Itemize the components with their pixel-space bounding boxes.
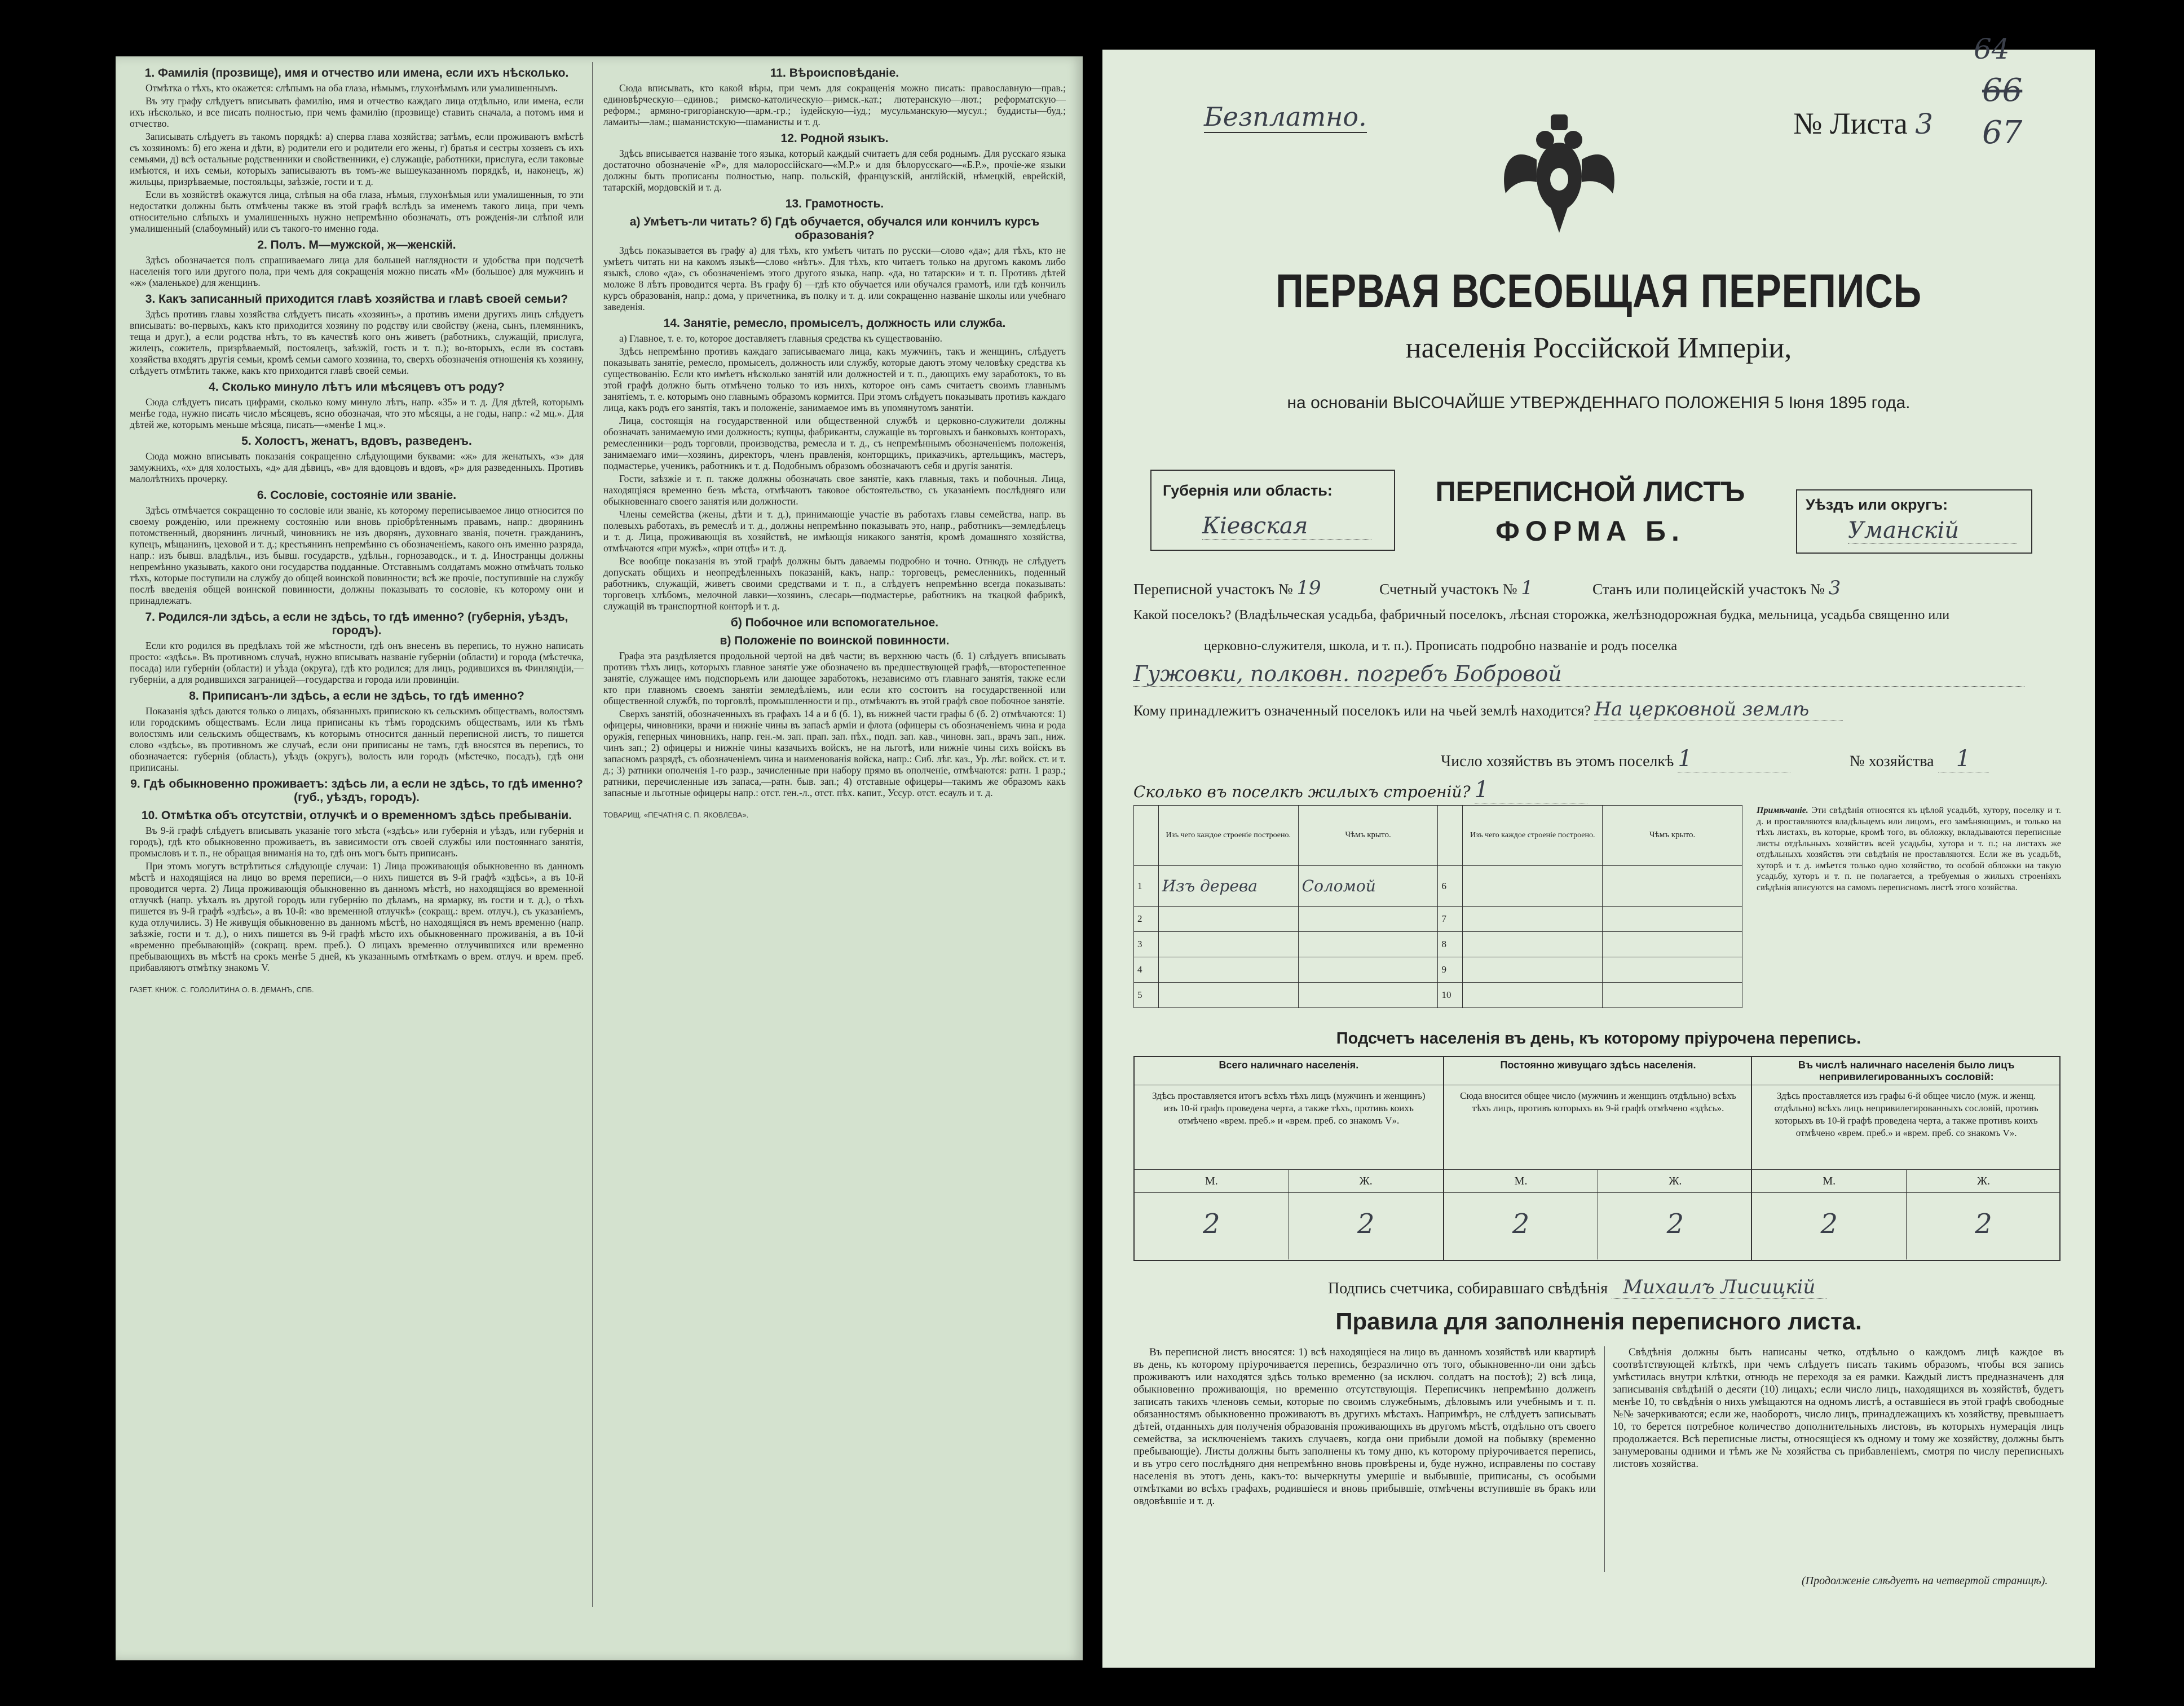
buildings-cell-r1: Соломой (1298, 865, 1438, 907)
instruction-paragraph: Здѣсь непремѣнно противъ каждаго записываемаго лица, какъ мужчинъ, такъ и женщинъ, слѣдуетъ показывать занятіе, ремесло, промыселъ, должность или службу, которые даютъ этому человѣку средства къ существованію. Если кто имѣетъ нѣсколько занятій или должностей и т. п., дающихъ ему заработокъ, то въ этой графѣ должно быть отмѣчено только то изъ нихъ, которое онъ самъ считаетъ своимъ главнымъ занятіемъ, т. е. которымъ оно главнымъ образомъ кормится. При этомъ слѣдуетъ показывать противъ каждаго лица, какъ родъ его занятія, такъ и положеніе, занимаемое имъ въ упомянутомъ занятіи. (603, 346, 1066, 413)
count-title: Подсчетъ населенія въ день, къ которому пріурочена перепись. (1336, 1029, 1861, 1048)
instruction-paragraph: Отмѣтка о тѣхъ, кто окажется: слѣпымъ на оба глаза, нѣмымъ, глухонѣмымъ или умалишеннымъ. (145, 82, 558, 94)
buildings-line (1133, 777, 1587, 803)
precinct-value: 19 (1296, 577, 1321, 599)
buildings-header-roof-2: Чѣмъ крыто. (1603, 806, 1742, 866)
buildings-cell-n2: 10 (1438, 983, 1463, 1008)
census-title: ПЕРВАЯ ВСЕОБЩАЯ ПЕРЕПИСЬ (1276, 264, 1922, 317)
signature-value: Михаилъ Лисицкій (1612, 1276, 1826, 1299)
buildings-cell-m2 (1463, 932, 1603, 957)
printer-imprint: ГАЗЕТ. КНИЖ. С. ГОЛОЛИТИНА О. В. ДЕМАНЪ, СПБ. (130, 985, 314, 994)
owner-label: Кому принадлежитъ означенный поселокъ или на чьей землѣ находится? (1133, 702, 1591, 719)
male-count: 2 (1752, 1193, 1907, 1259)
households-value: 1 (1678, 746, 1790, 772)
instruction-paragraph: Если кто родился въ предѣлахъ той же мѣстности, гдѣ онъ внесенъ въ перепись, то нужно написать просто: «здѣсь». Въ противномъ случаѣ, нужно вписывать названіе губерніи (области) и города (мѣстечка, посада) или губерніи (области) и уѣзда (округа), гдѣ кто родился; для лицъ, родившихся въ Финляндіи,—губерніи, а для родившихся заграницей—государства и города или провинціи. (130, 640, 584, 685)
owner-line (1133, 698, 2036, 721)
note-block (1757, 805, 2061, 893)
buildings-row (1134, 983, 1742, 1008)
instruction-paragraph: При этомъ могутъ встрѣтиться слѣдующіе случаи: 1) Лица проживающія обыкновенно въ данномъ мѣстѣ и находящіяся на лицо во время переписи,—о нихъ пишется въ 9-й графѣ «здѣсь», а въ 10-й проводится черта. 2) Лица проживающія обыкновенно въ данномъ мѣстѣ, но находящіяся во временной отлучкѣ (напр. уѣхалъ въ другой городъ или губернію по дѣламъ, на ярмарку, въ гости и т. д.), о тѣхъ пишется въ 9-й графѣ «здѣсь», а въ 10-й: «во временной отлучкѣ» (сокращ.: врем. отлуч.), съ указаніемъ, куда отлучились. 3) Не живущія обыкновенно въ данномъ мѣстѣ, но находящіяся въ немъ временно (напр. заѣзжіе, гости и т. д.), о нихъ пишется въ 9-й графѣ мѣсто ихъ обыкновеннаго проживанія, а въ 10-й «временно пребывающій» (сокращ. врем. преб.). О лицахъ временно отлучившихся или временно пребывающихъ въ мѣстѣ на срокъ менѣе 5 дней, къ указаннымъ отмѣткамъ о врем. отлуч. и врем. преб. прибавляютъ отмѣтку знакомъ V. (130, 860, 584, 973)
male-label: М. (1135, 1170, 1289, 1192)
sheet-number-value: 3 (1915, 108, 1934, 140)
census-subtitle-2: на основаніи ВЫСОЧАЙШЕ УТВЕРЖДЕННАГО ПОЛОЖЕНІЯ 5 Іюня 1895 года. (1287, 394, 1911, 412)
count-column-description: Здѣсь проставляется изъ графы 6-й общее число (муж. и женщ. отдѣльно) всѣхъ лицъ непривилегированныхъ сословій, противъ которыхъ въ 10-й графѣ проведена черта, а также противъ коихъ отмѣчено «врем. преб.» и «врем. преб. со знакомъ V». (1752, 1085, 2061, 1170)
section-heading: 9. Гдѣ обыкновенно проживаетъ: здѣсь ли, а если не здѣсь, то гдѣ именно? (губ., уѣздъ, городъ). (130, 777, 583, 804)
section-heading: а) Умѣетъ-ли читать? б) Гдѣ обучается, обучался или кончилъ курсъ образованія? (629, 215, 1040, 242)
buildings-label: Сколько въ поселкѣ жилыхъ строеній? (1133, 783, 1471, 801)
buildings-row (1134, 907, 1742, 932)
rules-column-2: Свѣдѣнія должны быть написаны четко, отдѣльно о каждомъ лицѣ каждое въ соотвѣтствующей клѣткѣ, при чемъ слѣдуетъ писать такимъ образомъ, чтобы вся запись умѣстилась внутри клѣтки, отнюдь не переходя за ея рамки. Каждый листъ предназначенъ для записыванія свѣдѣній о десяти (10) лицахъ; если число лицъ, находящихся въ хозяйствѣ, будетъ менѣе 10, то свѣдѣнія о нихъ умѣщаются на одномъ листѣ, а оставшіеся въ этой графѣ свободные №№ зачеркиваются; если же, наоборотъ, число лицъ, принадлежащихъ къ хозяйству, превышаетъ 10, то берется потребное количество дополнительныхъ листовъ, въ которыхъ нумерація лицъ продолжается. Всѣ переписные листы, относящіеся къ одному и тому же хозяйству, должны быть занумерованы одними и тѣмъ же № хозяйства съ прибавленіемъ, смотря по числу переписныхъ листовъ хозяйства. (1613, 1346, 2064, 1470)
instruction-paragraph: Члены семейства (жены, дѣти и т. д.), принимающіе участіе въ работахъ главы семейства, напр. въ полевыхъ работахъ, въ ремеслѣ и т. д., должны непремѣнно показывать это, напр., работникъ—земледѣлецъ и т. д. Лица, проживающія въ хозяйствѣ, не имѣющія никакого занятія, кромѣ домашняго хозяйства, отмѣчаются «при мужѣ», «при отцѣ» и т. д. (603, 509, 1066, 554)
buildings-header-material-1: Изъ чего каждое строеніе построено. (1158, 806, 1298, 866)
province-label: Губернія или область: (1163, 482, 1333, 499)
buildings-row (1134, 865, 1742, 907)
section-heading: б) Побочное или вспомогательное. (730, 616, 939, 629)
instruction-paragraph: Графа эта раздѣляется продольной чертой на двѣ части; въ верхнюю часть (б. 1) слѣдуетъ вписывать противъ тѣхъ лицъ, которыхъ главное занятіе уже обозначено въ предшествующей графѣ,—второстепенное занятіе, служащее имъ подспорьемъ или дающее заработокъ, независимо отъ главнаго занятія, также если кто при главномъ своемъ занятіи земледѣліемъ, или если кто состоитъ на государственной или общественной службѣ, по торговлѣ, промышленности и пр., отмѣчаютъ въ этой графѣ свое побочное занятіе. (603, 650, 1066, 706)
buildings-cell-n2: 8 (1438, 932, 1463, 957)
count-column (1751, 1057, 2061, 1260)
instruction-paragraph: Здѣсь обозначается полъ спрашиваемаго лица для большей наглядности и удобства при подсчетѣ населенія того или другого пола, при чемъ для сокращенія можно писать «М» (большое) для мужчинъ и «ж» (маленькое) для женщинъ. (130, 254, 584, 288)
left-page (116, 56, 1083, 1660)
buildings-cell-m2 (1463, 957, 1603, 983)
rules-column-1: Въ переписной листъ вносятся: 1) всѣ находящіеся на лицо въ данномъ хозяйствѣ или квартирѣ въ день, къ которому пріурочивается перепись, безразлично отъ того, обыкновенно-ли они здѣсь проживаютъ или находятся здѣсь только временно (за исключ. солдатъ на постоѣ); 2) всѣ лица, обыкновенно проживающія, но временно отсутствующія. Переписчикъ непремѣнно долженъ записать такихъ членовъ семьи, которые по своимъ служебнымъ, дѣловымъ или учебнымъ и т. п. обязанностямъ обыкновенно проживаютъ въ другихъ мѣстахъ. Напримѣръ, не слѣдуетъ записывать дѣтей, отданныхъ для полученія образованія проживающихъ въ другомъ мѣстѣ, отдѣльно отъ своего семейства, за исключеніемъ такихъ случаевъ, когда они прибыли домой на побывку (временно пребывающіе). Листы должны быть заполнены къ тому дню, къ которому пріурочивается перепись, и въ утро сего послѣдняго дня непремѣнно вновь провѣрены и, буде нужно, исправлены по составу населенія въ этотъ день, какъ-то: вычеркнуты умершіе и выбывшіе, приписаны, съ особыми отмѣтками во всѣхъ графахъ, родившіеся и вновь прибывшіе, отмѣчены вступившіе въ бракъ или овдовѣвшіе и т. д. (1133, 1346, 1596, 1507)
buildings-header-material-2: Изъ чего каждое строеніе построено. (1463, 806, 1603, 866)
section-heading: 14. Занятіе, ремесло, промыселъ, должность или служба. (663, 317, 1006, 330)
section-heading: 13. Грамотность. (785, 197, 884, 210)
rules-divider (1604, 1346, 1605, 1572)
instruction-paragraph: Сюда вписывать, кто какой вѣры, при чемъ для сокращенія можно писать: православную—прав.; единовѣрческую—единов.; римско-католическую—римск.-кат.; лютеранскую—лют.; реформатскую—реформ.; армяно-григоріанскую—арм.-гр.; іудейскую—іуд.; мусульманскую—мусул.; буддисты—буд.; ламаиты—лам.; шаманистскую—шаманисты и т. д. (603, 82, 1066, 127)
instruction-paragraph: Здѣсь вписывается названіе того языка, который каждый считаетъ для себя роднымъ. Для русскаго языка достаточно обозначеніе «Р», для малороссійскаго—«М.Р.» и для бѣлорусскаго—«Б.Р.», прочіе-же языки должны быть прописаны полностью, напр. польскій, французскій, англійскій, нѣмецкій, еврейскій, татарскій, мордовскій и т. д. (603, 148, 1066, 193)
buildings-cell-m1 (1158, 932, 1298, 957)
left-column-2 (603, 62, 1066, 821)
corner-number-2: 66 (1982, 72, 2023, 109)
male-count: 2 (1444, 1193, 1599, 1259)
male-label: М. (1444, 1170, 1599, 1192)
section-heading: 8. Приписанъ-ли здѣсь, а если не здѣсь, то гдѣ именно? (189, 690, 524, 702)
buildings-cell-n1: 2 (1134, 907, 1159, 932)
buildings-table (1133, 805, 1742, 1008)
count-column (1443, 1057, 1753, 1260)
note-title: Примѣчаніе. (1757, 806, 1808, 815)
households-label: Число хозяйствъ въ этомъ поселкѣ (1441, 753, 1674, 770)
left-column-1 (130, 62, 584, 996)
buildings-cell-r1 (1298, 932, 1438, 957)
settlement-value: Гужовки, полковн. погребъ Бобровой (1133, 661, 2024, 687)
female-label: Ж. (1359, 1175, 1373, 1187)
settlement-question: Какой поселокъ? (Владѣльческая усадьба, фабричный поселокъ, лѣсная сторожка, желѣзнодорожная будка, мельница, усадьба священно или (1133, 608, 1950, 622)
participant-line (1133, 577, 2036, 599)
free-label: Безплатно. (1204, 101, 1367, 132)
printer-imprint: ТОВАРИЩ. «ПЕЧАТНЯ С. П. ЯКОВЛЕВА». (603, 811, 749, 819)
male-count: 2 (1135, 1193, 1289, 1259)
imperial-eagle-emblem (1497, 109, 1621, 238)
instruction-paragraph: Показанія здѣсь даются только о лицахъ, обязанныхъ припискою къ сельскимъ обществамъ, волостямъ или городскимъ обществамъ. Если лица приписаны къ тѣмъ городскимъ обществамъ, или къ тѣмъ волостямъ или сельскимъ обществамъ, къ которымъ относится данный переписной листъ, то пишется слово «здѣсь», въ противномъ же случаѣ, если они приписаны не тамъ, гдѣ вносятся въ перепись, то обозначается: губернія (область), уѣздъ (округъ), волость или городъ (мѣстечко, посадъ), гдѣ они приписаны. (130, 705, 584, 773)
instruction-paragraph: Если въ хозяйствѣ окажутся лица, слѣпыя на оба глаза, нѣмыя, глухонѣмыя или умалишенныя, то эти недостатки должны быть отмѣчены также въ этой графѣ вслѣдъ за именемъ такого лица, при чемъ относительно слѣпыхъ и умалишенныхъ нужно непремѣнно обозначать, отъ рожденія-ли слѣпой или умалишенный (слабоумный) или съ такого-то именно года. (130, 189, 584, 234)
buildings-cell-m1 (1158, 957, 1298, 983)
count-column-header: Въ числѣ наличнаго населенія было лицъ непривилегированныхъ сословій: (1752, 1057, 2061, 1085)
census-subtitle: населенія Россійской Имперіи, (1405, 332, 1792, 364)
buildings-cell-n1: 3 (1134, 932, 1159, 957)
province-box (1150, 470, 1395, 551)
section-heading: 10. Отмѣтка объ отсутствіи, отлучкѣ и о временномъ здѣсь пребываніи. (141, 809, 572, 822)
buildings-cell-m2 (1463, 865, 1603, 907)
continued-note: (Продолженіе слѣдуетъ на четвертой страницѣ). (1802, 1575, 2048, 1587)
section-heading: 3. Какъ записанный приходится главѣ хозяйства и главѣ своей семьи? (145, 293, 568, 306)
sheet-number-label: № Листа (1793, 107, 1908, 140)
rules-title: Правила для заполненія переписного листа. (1335, 1308, 1862, 1334)
buildings-cell-m1: Изъ дерева (1158, 865, 1298, 907)
female-count: 2 (1357, 1208, 1375, 1240)
section-heading: 6. Сословіе, состояніе или званіе. (257, 489, 457, 502)
population-count-table (1133, 1056, 2061, 1261)
buildings-cell-r2 (1603, 957, 1742, 983)
form-name: ФОРМА Б. (1495, 515, 1685, 547)
instruction-paragraph: Въ 9-й графѣ слѣдуетъ вписывать указаніе того мѣста («здѣсь» или губернія и уѣздъ, или губернія и городъ), гдѣ кто обыкновенно проживаетъ, въ зависимости отъ своей службы или постояннаго занятія, промысловъ и т. п., не обращая вниманія на то, гдѣ онъ могъ быть приписанъ. (130, 825, 584, 859)
note-text: Эти свѣдѣнія относятся къ цѣлой усадьбѣ, хутору, поселку и т. д. и проставляются владѣльцемъ или лицомъ, его замѣняющимъ, и только на тѣхъ листахъ, въ которые, кромѣ того, въ обложку, вкладываются переписные листы отдѣльныхъ хозяйствъ всей усадьбы, хутора и т. п.; на листахъ же отдѣльныхъ хозяйствъ эти свѣдѣнія не проставляются. Если же въ усадьбѣ, хуторѣ и т. д. имѣется только одно хозяйство, то особой обложки на такую усадьбу, хуторъ и т. п. не полагается, а требуемыя о жилыхъ строеніяхъ свѣдѣнія вписуются на самомъ переписномъ листѣ этого хозяйства. (1757, 806, 2061, 892)
buildings-value: 1 (1475, 777, 1587, 803)
instruction-paragraph: Гости, заѣзжіе и т. п. также должны обозначать свое занятіе, какъ главныя, такъ и побочныя. Лица, находящіяся временно безъ мѣста, отмѣчаютъ таковое обстоятельство, съ указаніемъ послѣдняго или обыкновеннаго своего занятія или должности. (603, 473, 1066, 507)
section-heading: 12. Родной языкъ. (780, 132, 889, 145)
form-title: ПЕРЕПИСНОЙ ЛИСТЪ (1435, 476, 1745, 507)
precinct-label: Переписной участокъ № (1133, 581, 1293, 598)
instruction-paragraph: Здѣсь отмѣчается сокращенно то сословіе или званіе, къ которому переписываемое лицо относится по своему рожденію, или прежнему состоянію или вновь пріобрѣтеннымъ правамъ, напр.: дворянинъ потомственный, дворянинъ личный, чиновникъ не изъ дворянъ, духовнаго званія, почетн. гражданинъ, купецъ, мѣщанинъ, цеховой и т. д.; крестьянинъ непремѣнно съ обозначеніемъ, какого онъ именно разряда, напр.: изъ бывш. владѣльч., изъ бывш. государств., удѣльн., горнозаводск., и т. д. Иностранцы должны непремѣнно указывать, какого они государства подданные. Отставнымъ солдатамъ можно отмѣчать только тѣхъ, которые поступили на службу до общей воинской повинности; всѣ же прочіе, поступившіе на службу послѣ введенія общей воинской повинности, должны показывать то сословіе, къ которому они и принадлежатъ. (130, 505, 584, 606)
buildings-cell-m2 (1463, 983, 1603, 1008)
count-precinct-label: Счетный участокъ № (1379, 581, 1517, 598)
buildings-cell-r2 (1603, 865, 1742, 907)
section-heading: 2. Полъ. М—мужской, ж—женскій. (257, 238, 456, 251)
instruction-paragraph: Записывать слѣдуетъ въ такомъ порядкѣ: а) сперва глава хозяйства; затѣмъ, если проживаютъ вмѣстѣ съ хозяиномъ: б) его жена и дѣти, в) родители его и родители его жены, г) братья и сестры хозяевъ съ ихъ семьями, д) всѣ остальные родственники и свойственники, е) служащіе, работники, прислуга, если таковые имѣются, и ихъ семьи, которыхъ записываютъ въ томъ-же вышеуказанномъ порядкѣ, и, наконецъ, ж) жильцы, призрѣваемые, постояльцы, заѣзжіе, гости и т. д. (130, 131, 584, 187)
female-label: Ж. (1669, 1175, 1682, 1187)
section-heading: 11. Вѣроисповѣданіе. (770, 67, 899, 79)
uezd-box (1796, 489, 2032, 554)
section-heading: 4. Сколько минуло лѣтъ или мѣсяцевъ отъ роду? (209, 381, 505, 394)
buildings-cell-r2 (1603, 907, 1742, 932)
police-precinct-label: Станъ или полицейскій участокъ № (1592, 581, 1825, 598)
instruction-paragraph: Здѣсь показывается въ графу а) для тѣхъ, кто умѣетъ читать по русски—слово «да»; для тѣхъ, кто не умѣетъ читать ни на какомъ языкѣ—слово «нѣтъ». Для тѣхъ, кто читаетъ только на другомъ какомъ либо языкѣ, слово «да», съ обозначеніемъ этого другого языка, напр. «да, но татарски» и т. п. Противъ дѣтей моложе 8 лѣтъ проводится черта. Въ графу б) —гдѣ кто обучается или обучался грамотѣ, или гдѣ кончилъ курсъ образованія, напр.: дома, у причетника, въ полку и т. д. или сокращенно названіе школы или учебнаго заведенія. (603, 245, 1066, 312)
household-number-line (1850, 746, 1989, 772)
household-number-label: № хозяйства (1850, 753, 1934, 770)
households-line (1441, 746, 1790, 772)
count-column-header: Всего наличнаго населенія. (1135, 1057, 1443, 1085)
buildings-header-roof-1: Чѣмъ крыто. (1298, 806, 1438, 866)
settlement-instructions: церковно-служителя, школа, и т. п.). Прописать подробно названіе и родъ поселка (1204, 639, 1677, 653)
count-column-header: Постоянно живущаго здѣсь населенія. (1444, 1057, 1753, 1085)
count-precinct-value: 1 (1521, 577, 1533, 599)
buildings-cell-r1 (1298, 907, 1438, 932)
signature-label: Подпись счетчика, собиравшаго свѣдѣнія (1328, 1280, 1608, 1297)
province-value: Кіевская (1202, 513, 1371, 540)
buildings-cell-n2: 6 (1438, 865, 1463, 907)
instruction-paragraph: а) Главное, т. е. то, которое доставляетъ главныя средства къ существованію. (619, 333, 943, 344)
signature-line (1328, 1276, 1826, 1298)
count-column-description: Сюда вносится общее число (мужчинъ и женщинъ отдѣльно) всѣхъ тѣхъ лицъ, противъ которыхъ въ 9-й графѣ отмѣчено «здѣсь». (1444, 1085, 1753, 1170)
female-count: 2 (1975, 1208, 1992, 1240)
buildings-cell-r2 (1603, 983, 1742, 1008)
instruction-paragraph: Въ эту графу слѣдуетъ вписывать фамилію, имя и отчество каждаго лица отдѣльно, или имена, если ихъ нѣсколько, и все писать полностью, при чемъ фамилію (прозвище) ставить сначала, а потомъ имя и отчество. (130, 95, 584, 129)
instruction-paragraph: Здѣсь противъ главы хозяйства слѣдуетъ писать «хозяинъ», а противъ имени другихъ лицъ слѣдуетъ вписывать: во-первыхъ, какъ кто приходится хозяину по родству или свойству (жена, сынъ, племянникъ, теща и друг.), а если родства нѣтъ, то въ качествѣ кого онъ живетъ (работникъ, служащій, прислуга, жилецъ, сожитель, призрѣваемый, постоялецъ, заѣзжій, гость и т. п.); во-вторыхъ, если въ составъ хозяйства входятъ другія семьи, кромѣ семьи самого хозяина, то, сверхъ обозначенія отношенія къ хозяину, слѣдуетъ отмѣтить также, какъ кто приходится главѣ своей семьи. (130, 308, 584, 376)
instruction-paragraph: Сюда можно вписывать показанія сокращенно слѣдующими буквами: «ж» для женатыхъ, «з» для замужнихъ, «х» для холостыхъ, «д» для дѣвицъ, «в» для вдовцовъ и вдовъ, «р» для разведенныхъ. Противъ малолѣтнихъ прочерку. (130, 450, 584, 484)
instruction-paragraph: Сверхъ занятій, обозначенныхъ въ графахъ 14 а и б (б. 1), въ нижней части графы б (б. 2) отмѣчаются: 1) офицеры, чиновники, врачи и нижніе чины въ запасѣ арміи и флота (офицеры съ обозначеніемъ чина и рода оружія, геперных чиновникъ, напр. ген.-м. зап. прап. зап. пѣх., подп. зап. кав., чиновн. зап., врачъ зап., ниж. чинъ зап.; 2) офицеры и нижніе чины казачьихъ войскъ, не на льготѣ, или нижніе чины сихъ войскъ въ запасномъ разрядѣ, съ обозначеніемъ чина и наименованія войска, напр.: Сиб. лѣг. каз., Ур. лѣг. войск. ст. и т. д.; 3) ратники ополченія 1-го разр., зачисленные при набору прямо въ ополченіе, отмѣчаются: ратн. 1 разр.; ратники, перечисленные изъ запаса,—ратн. быв. зап.; 4) отставные офицеры—такимъ же образомъ какъ запасные и льготные офицеры напр.: отст. ген.-л., отст. пѣх. капит., Уссур. отст. есаулъ и т. д. (603, 708, 1066, 798)
buildings-cell-n1: 1 (1134, 865, 1159, 907)
female-label: Ж. (1977, 1175, 1991, 1187)
police-precinct-value: 3 (1828, 577, 1841, 599)
section-heading: 7. Родился-ли здѣсь, а если не здѣсь, то гдѣ именно? (губернія, уѣздъ, городъ). (145, 611, 568, 637)
sheet-number (1793, 106, 1933, 141)
section-heading: 5. Холостъ, женатъ, вдовъ, разведенъ. (241, 435, 472, 448)
buildings-cell-n2: 7 (1438, 907, 1463, 932)
owner-value: На церковной землѣ (1594, 698, 1843, 721)
buildings-cell-r1 (1298, 957, 1438, 983)
buildings-cell-m1 (1158, 983, 1298, 1008)
instruction-paragraph: Лица, состоящія на государственной или общественной службѣ и церковно-служители должны обозначать занимаемую ими должность; купцы, фабриканты, служащіе въ торговыхъ и банковыхъ конторахъ, ремесленники—родъ торговли, производства, ремесла и т. д., съ непремѣннымъ обозначеніемъ положенія, занимаемаго ими—хозяинъ, директоръ, членъ правленія, конторщикъ, приказчикъ, артельщикъ, мастеръ, подмастерье, ученикъ, работникъ и т. д. Подобнымъ образомъ обозначаютъ себя и другія занятія. (603, 415, 1066, 471)
buildings-cell-n2: 9 (1438, 957, 1463, 983)
uezd-label: Уѣздъ или округъ: (1806, 496, 1948, 513)
buildings-row (1134, 957, 1742, 983)
female-count: 2 (1666, 1208, 1684, 1240)
section-heading: 1. Фамилія (прозвище), имя и отчество или имена, если ихъ нѣсколько. (144, 67, 569, 79)
buildings-cell-n1: 5 (1134, 983, 1159, 1008)
household-number-value: 1 (1938, 746, 1989, 772)
right-page (1102, 33, 2095, 1668)
instruction-paragraph: Сюда слѣдуетъ писать цифрами, сколько кому минуло лѣтъ, напр. «35» и т. д. Для дѣтей, которымъ менѣе года, нужно писать число мѣсяцевъ, ясно обозначая, что это мѣсяцы, а не годы, напр.: «2 мц.». Для дѣтей же, которымъ меньше мѣсяца, писать—«менѣе 1 мц.». (130, 396, 584, 430)
buildings-cell-n1: 4 (1134, 957, 1159, 983)
column-divider (592, 62, 593, 1607)
count-column-description: Здѣсь проставляется итогъ всѣхъ тѣхъ лицъ (мужчинъ и женщинъ) изъ 10-й графъ проведена черта, а также тѣхъ, противъ коихъ отмѣчено «врем. преб.» и «врем. преб. со знакомъ V». (1135, 1085, 1443, 1170)
male-label: М. (1752, 1170, 1907, 1192)
buildings-cell-m1 (1158, 907, 1298, 932)
buildings-cell-r1 (1298, 983, 1438, 1008)
buildings-cell-r2 (1603, 932, 1742, 957)
instruction-paragraph: Все вообще показанія въ этой графѣ должны быть даваемы подробно и точно. Отнюдь не слѣдуетъ допускать общихъ и неопредѣленныхъ показаній, какъ, напр.: торговецъ, ремесленникъ, поденный работникъ, служащій, живетъ своими средствами и т. п., а слѣдуетъ непремѣнно всегда показывать: торговецъ хлѣбомъ, мелочной лавки—хозяинъ, слесарь—подмастерье, работникъ на ткацкой фабрикѣ, служащій въ транспортной конторѣ и т. д. (603, 555, 1066, 612)
count-column (1135, 1057, 1443, 1260)
corner-number-3: 67 (1982, 114, 2023, 151)
corner-number-1: 64 (1974, 33, 2010, 65)
uezd-value: Уманскій (1848, 518, 2017, 544)
buildings-cell-m2 (1463, 907, 1603, 932)
section-heading: в) Положеніе по воинской повинности. (720, 634, 950, 647)
buildings-row (1134, 932, 1742, 957)
